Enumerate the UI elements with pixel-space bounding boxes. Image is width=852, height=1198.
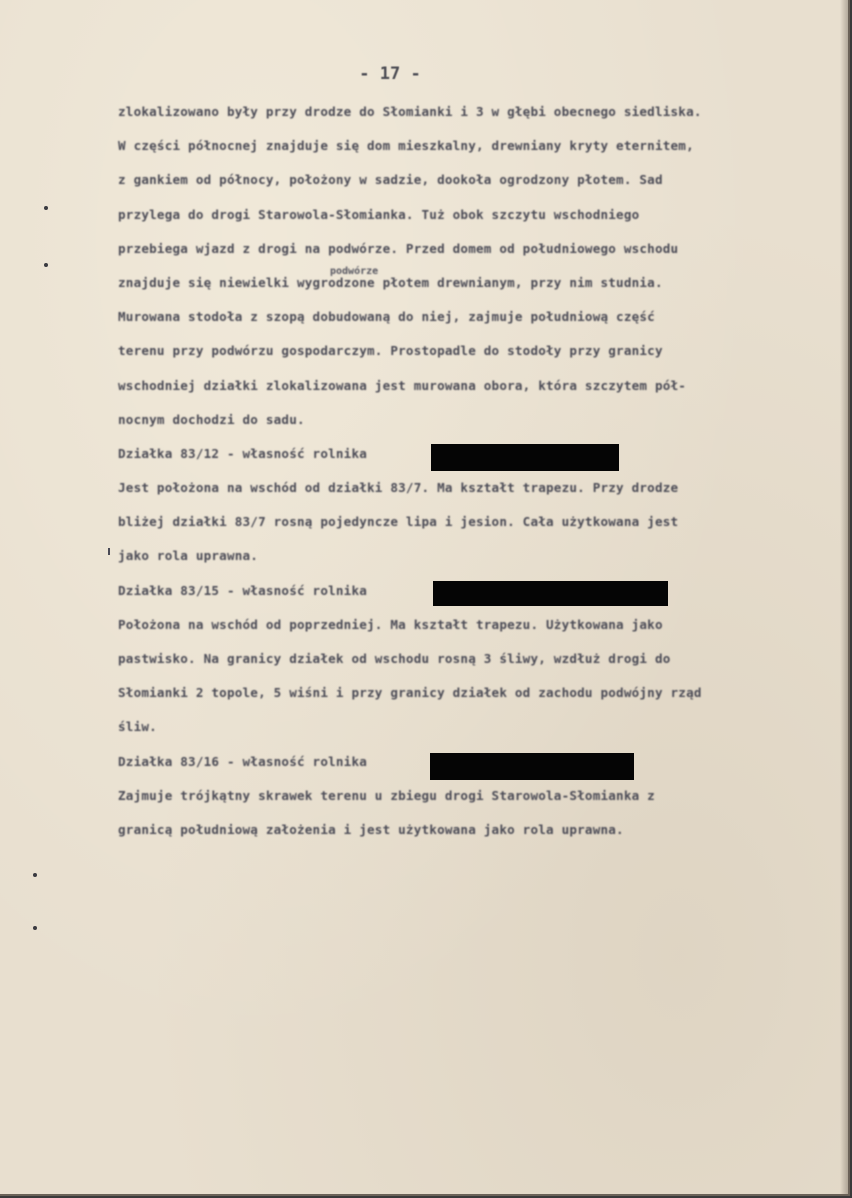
redaction-bar-owner-83-12 <box>431 444 619 471</box>
text-line: Słomianki 2 topole, 5 wiśni i przy granicy działek od zachodu podwójny rząd <box>118 685 702 701</box>
text-line: śliw. <box>118 719 157 735</box>
parcel-heading-83-16: Działka 83/16 - własność rolnika <box>118 753 368 769</box>
text-line: jako rola uprawna. <box>118 548 259 564</box>
text-line: W części północnej znajduje się dom mieszkalny, drewniany kryty eternitem, <box>118 138 694 154</box>
text-line: przylega do drogi Starowola-Słomianka. Tuż obok szczytu wschodniego <box>118 206 640 222</box>
punch-hole-mark <box>33 873 37 877</box>
text-line: terenu przy podwórzu gospodarczym. Prostopadle do stodoły przy granicy <box>118 343 663 359</box>
punch-hole-mark <box>44 206 48 210</box>
typewritten-text <box>118 95 852 847</box>
redaction-bar-owner-83-15 <box>433 581 668 606</box>
page-number: - 17 - <box>359 64 421 84</box>
text-line: Zajmuje trójkątny skrawek terenu u zbiegu drogi Starowola-Słomianka z <box>118 787 655 803</box>
text-line: granicą południową założenia i jest użytkowana jako rola uprawna. <box>118 821 624 837</box>
text-line: znajduje się niewielki wygrodzone płotem drewnianym, przy nim studnia. <box>118 274 663 290</box>
parcel-heading-83-12: Działka 83/12 - własność rolnika <box>118 445 368 461</box>
redaction-bar-owner-83-16 <box>430 753 634 780</box>
text-line: z gankiem od północy, położony w sadzie, dookoła ogrodzony płotem. Sad <box>118 172 663 188</box>
punch-hole-mark <box>44 263 48 267</box>
margin-tick-mark <box>108 548 110 555</box>
text-line: Jest położona na wschód od działki 83/7. Ma kształt trapezu. Przy drodze <box>118 480 679 496</box>
interlinear-insertion: podwórze <box>330 266 379 277</box>
parcel-heading-83-15: Działka 83/15 - własność rolnika <box>118 582 368 598</box>
text-line: nocnym dochodzi do sadu. <box>118 411 305 427</box>
punch-hole-mark <box>33 926 37 930</box>
text-line: przebiega wjazd z drogi na podwórze. Przed domem od południowego wschodu <box>118 240 679 256</box>
text-line: wschodniej działki zlokalizowana jest murowana obora, która szczytem pół- <box>118 377 687 393</box>
text-line: zlokalizowano były przy drodze do Słomianki i 3 w głębi obecnego siedliska. <box>118 104 702 119</box>
text-line: pastwisko. Na granicy działek od wschodu rosną 3 śliwy, wzdłuż drogi do <box>118 651 671 666</box>
text-line: bliżej działki 83/7 rosną pojedyncze lipa i jesion. Cała użytkowana jest <box>118 514 679 530</box>
text-line: Murowana stodoła z szopą dobudowaną do niej, zajmuje południową część <box>118 309 655 325</box>
text-line: Położona na wschód od poprzedniej. Ma kształt trapezu. Użytkowana jako <box>118 616 663 632</box>
